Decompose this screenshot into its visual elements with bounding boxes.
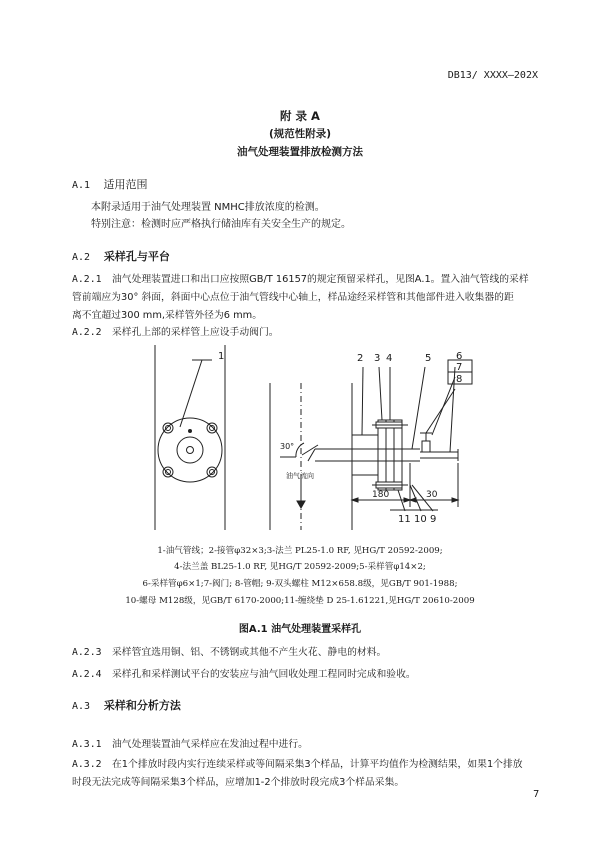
dimension-180: 180 [372, 490, 390, 500]
label-11: 11 [398, 514, 411, 525]
annex-title: 附 录 A [280, 109, 320, 123]
annex-name: 油气处理装置排放检测方法 [237, 146, 363, 158]
clause-line: 管前端应为30° 斜面，斜面中心点位于油气管线中心轴上，样品途经采样管和其他部件进入收集器的距 [72, 292, 514, 303]
figure-legend-line: 1-油气管线；2-接管φ32×3;3-法兰 PL25-1.0 RF, 见HG/T 20592-2009; [157, 546, 443, 556]
clause-number: A.3.1 [72, 739, 102, 750]
clause-line: 采样孔上部的采样管上应设手动阀门。 [112, 327, 279, 338]
clause-line: 时段无法完成等间隔采集3个样品，应增加1-2个排放时段完成3个样品采集。 [72, 777, 405, 788]
label-1: 1 [218, 351, 225, 362]
flange-outline [158, 418, 222, 482]
clause-line: 油气处理装置进口和出口应按照GB/T 16157的规定预留采样孔，见图A.1。置入油气管线的采样 [112, 274, 529, 285]
a1-paragraph: 本附录适用于油气处理装置 NMHC排放浓度的检测。 [91, 202, 325, 213]
figure-caption: 图A.1 油气处理装置采样孔 [238, 624, 362, 635]
section-number: A.1 [72, 180, 91, 191]
clause-number: A.2.1 [72, 274, 102, 285]
figure-legend-line: 10-螺母 M128级，见GB/T 6170-2000;11-缠绕垫 D 25-1.61221,见HG/T 20610-2009 [125, 596, 475, 606]
clause-number: A.3.2 [72, 759, 102, 770]
flow-label: 油气流向 [286, 472, 314, 480]
clause-number: A.2.4 [72, 669, 102, 680]
figure-legend-line: 4-法兰盖 BL25-1.0 RF, 见HG/T 20592-2009;5-采样管φ14×2; [174, 562, 426, 572]
label-9: 9 [430, 514, 437, 525]
figure-legend-line: 6-采样管φ6×1;7-阀门; 8-管帽; 9-双头螺柱 M12×658.8级，见GB/T 901-1988; [142, 579, 458, 589]
document-code: DB13/ XXXX—202X [447, 70, 538, 81]
label-8: 8 [456, 374, 463, 385]
clause-a23 [72, 644, 540, 662]
clause-line: 采样管宜选用铜、铝、不锈钢或其他不产生火花、静电的材料。 [112, 647, 387, 658]
section-number: A.2 [72, 252, 91, 263]
section-a1-heading [72, 176, 148, 192]
a1-paragraph: 特别注意：检测时应严格执行储油库有关安全生产的规定。 [91, 219, 351, 230]
section-title: 采样孔与平台 [103, 250, 170, 263]
page-number: 7 [533, 789, 540, 800]
label-10: 10 [414, 514, 427, 525]
label-6: 6 [456, 351, 463, 362]
section-number: A.3 [72, 701, 91, 712]
sampling-port-figure [120, 345, 480, 535]
label-4: 4 [386, 353, 393, 364]
clause-line: 采样孔和采样测试平台的安装应与油气回收处理工程同时完成和验收。 [112, 669, 416, 680]
section-title: 适用范围 [103, 178, 148, 191]
dimension-30: 30 [426, 490, 438, 500]
label-7: 7 [456, 362, 463, 373]
annex-normative: (规范性附录) [268, 128, 332, 140]
clause-a21 [72, 271, 540, 325]
label-3: 3 [374, 353, 381, 364]
angle-label: 30° [280, 442, 295, 451]
clause-line: 油气处理装置油气采样应在发油过程中进行。 [112, 739, 308, 750]
clause-a22 [72, 324, 540, 342]
section-title: 采样和分析方法 [103, 699, 181, 712]
clause-a31 [72, 736, 540, 754]
clause-a32 [72, 756, 540, 792]
clause-line: 在1个排放时段内实行连续采样或等间隔采集3个样品，计算平均值作为检测结果，如果1个排放 [112, 759, 523, 770]
label-5: 5 [425, 353, 432, 364]
clause-number: A.2.2 [72, 327, 102, 338]
section-a3-heading [72, 697, 181, 713]
clause-line: 离不宜超过300 mm,采样管外径为6 mm。 [72, 310, 263, 321]
clause-number: A.2.3 [72, 647, 102, 658]
section-a2-heading [72, 248, 170, 264]
label-2: 2 [357, 353, 364, 364]
clause-a24 [72, 666, 540, 684]
